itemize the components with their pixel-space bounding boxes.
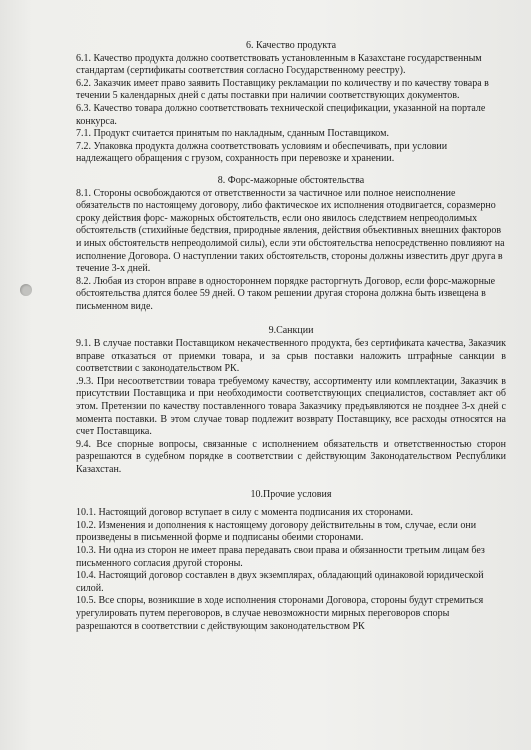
clause-6-1: 6.1. Качество продукта должно соответствовать установленным в Казахстане государственным стандартам (сертификаты соответствия согласно Государственному реестру).	[76, 52, 482, 77]
clause-7-1: 7.1. Продукт считается принятым по накладным, сданным Поставщиком.	[76, 128, 389, 140]
section-10-title: 10.Прочие условия	[250, 488, 332, 500]
clause-6-2: 6.2. Заказчик имеет право заявить Поставщику рекламации по количеству и по качеству товара в течении 5 календарных дней с даты поставки при наличии соответствующих документов.	[76, 77, 489, 102]
clause-9-3: .9.3. При несоответствии товара требуемому качеству, ассортименту или комплектации, Заказчик в присутствии Поставщика и при необходимости соответствующих специалистов, составляет акт об этом. Претензии по качеству поставленного товара Заказчику предъявляются не позднее 3-х дней с момента поставки. В этом случае товар подлежит возврату Поставщику, все расходы относятся на счет Поставщика.	[76, 375, 506, 438]
clause-8-2: 8.2. Любая из сторон вправе в одностороннем порядке расторгнуть Договор, если форс-мажорные обстоятельства длятся более 59 дней. О таком решении другая сторона должна быть извещена в письменном виде.	[76, 275, 496, 312]
clause-10-1: 10.1. Настоящий договор вступает в силу с момента подписания их сторонами.	[76, 507, 413, 519]
clause-10-5: 10.5. Все споры, возникшие в ходе исполнения сторонами Договора, стороны будут стремиться урегулировать путем переговоров, в случае невозможности мирных переговоров споры разрешаются в соответствии с действующим законодательством РК	[76, 595, 484, 632]
clause-8-1: 8.1. Стороны освобождаются от ответственности за частичное или полное неисполнение обязательств по настоящему договору, либо фактическое их исполнения отодвигается, соразмерно сроку действия форс- мажорных обстоятельств, если оно явилось следствием непреодолимых обстоятельств (стихийные бедствия, природные явления, действия объективных внешних факторов и иных обстоятельств непреодолимой силы), если эти обстоятельства непосредственно повлияют на исполнение Договора. О наступлении таких обстоятельств, стороны должны известить друг друга в течение 3-х дней.	[76, 187, 505, 275]
document-body	[76, 40, 506, 633]
section-6-title: 6. Качество продукта	[245, 40, 337, 51]
clause-9-1: 9.1. В случае поставки Поставщиком некачественного продукта, без сертификата качества, Заказчик вправе отказаться от приемки товара, и за срыв поставки наложить штрафные санкции в соответствии с законодательством РК.	[76, 338, 506, 375]
section-8-title: 8. Форс-мажорные обстоятельства	[217, 174, 365, 186]
clause-10-4: 10.4. Настоящий договор составлен в двух экземплярах, обладающий одинаковой юридической силой.	[76, 570, 484, 594]
clause-7-2: 7.2. Упаковка продукта должна соответствовать условиям и обеспечивать, при условии надлежащего обращения с грузом, сохранность при перевозке и хранении.	[76, 140, 448, 165]
clause-6-3: 6.3. Качество товара должно соответствовать технической спецификации, указанной на портале конкурса.	[76, 102, 486, 127]
clause-10-3: 10.3. Ни одна из сторон не имеет права передавать свои права и обязанности третьим лицам без письменного согласия другой стороны.	[76, 544, 485, 569]
clause-9-4: 9.4. Все спорные вопросы, связанные с исполнением обязательств и ответственностью сторон разрешаются в судебном порядке в соответствии с действующим Законодательством Республики Казахстан.	[76, 438, 506, 475]
punch-hole	[20, 284, 32, 296]
clause-10-2: 10.2. Изменения и дополнения к настоящему договору действительны в том, случае, если они произведены в письменной форме и подписаны обеими сторонами.	[76, 519, 477, 544]
section-9-title: 9.Санкции	[268, 325, 314, 337]
